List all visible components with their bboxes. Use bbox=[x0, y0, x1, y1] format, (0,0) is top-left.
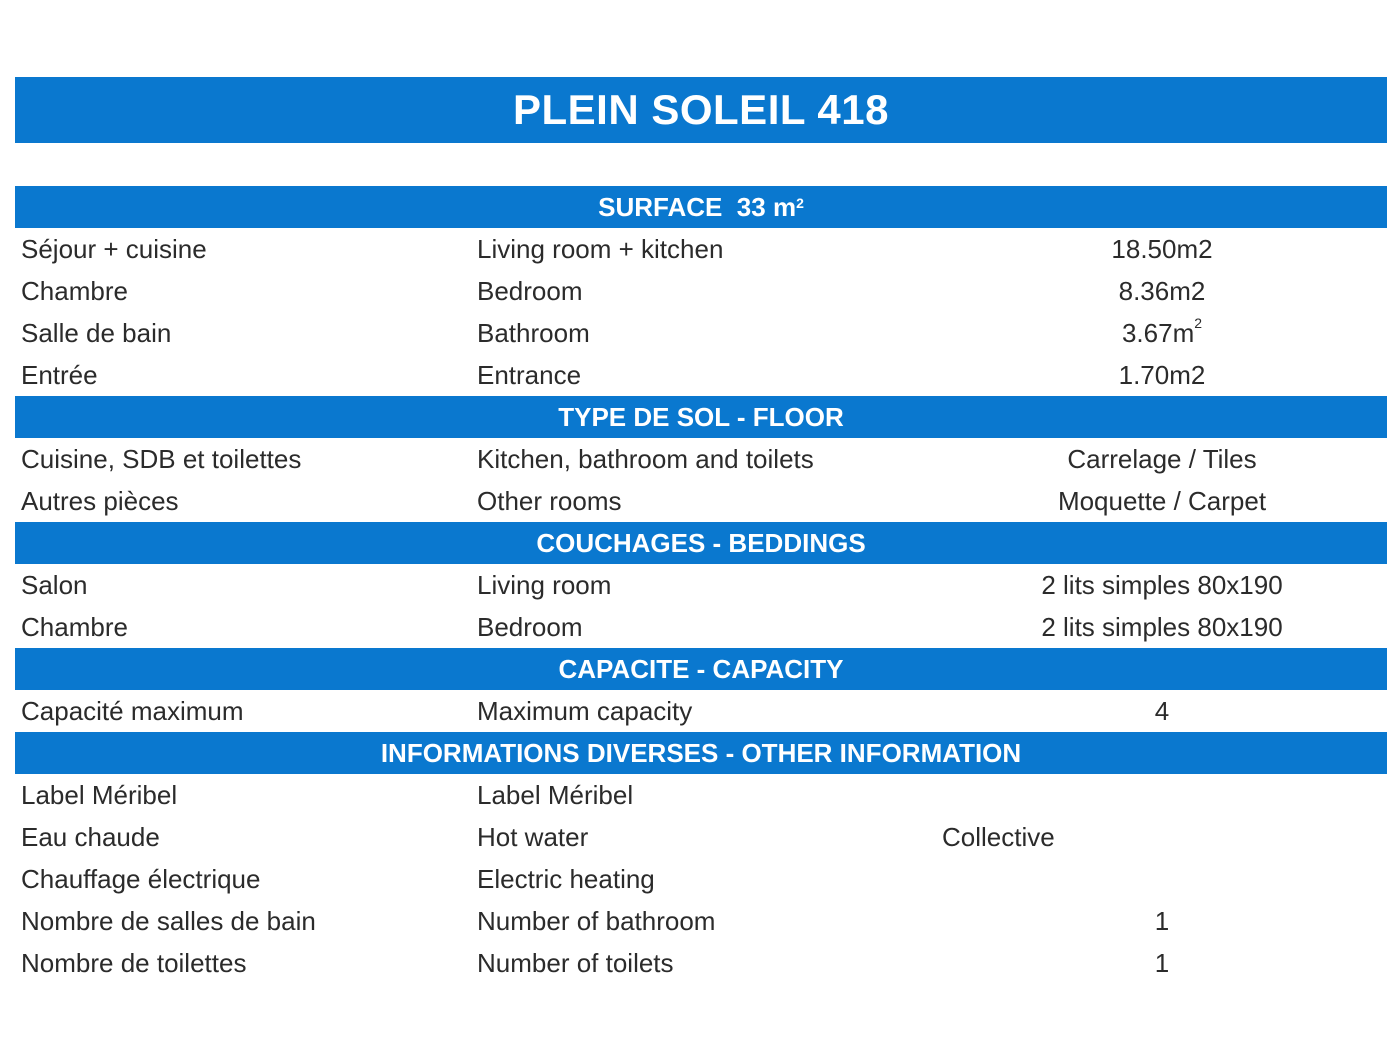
label-fr: Chambre bbox=[21, 275, 128, 306]
section-header-other-information: INFORMATIONS DIVERSES - OTHER INFORMATION bbox=[15, 732, 1387, 774]
table-row bbox=[15, 438, 1387, 480]
table-row bbox=[15, 774, 1387, 816]
value: 1 bbox=[1154, 905, 1170, 936]
label-en: Bathroom bbox=[477, 317, 590, 348]
value: 1.70m2 bbox=[1118, 359, 1206, 390]
label-en: Number of bathroom bbox=[477, 905, 716, 936]
label-fr: Cuisine, SDB et toilettes bbox=[21, 443, 302, 474]
section-header-capacity: CAPACITE - CAPACITY bbox=[15, 648, 1387, 690]
section-header-beddings: COUCHAGES - BEDDINGS bbox=[15, 522, 1387, 564]
value: Carrelage / Tiles bbox=[1067, 443, 1257, 474]
label-en: Hot water bbox=[477, 821, 589, 852]
label-fr: Séjour + cuisine bbox=[21, 233, 207, 264]
table-row bbox=[15, 312, 1387, 354]
label-fr: Autres pièces bbox=[21, 485, 179, 516]
label-fr: Nombre de toilettes bbox=[21, 947, 247, 978]
label-fr: Chambre bbox=[21, 611, 128, 642]
label-en: Label Méribel bbox=[477, 779, 634, 810]
label-en: Living room bbox=[477, 569, 612, 600]
label-fr: Label Méribel bbox=[21, 779, 178, 810]
label-fr: Salon bbox=[21, 569, 88, 600]
label-fr: Entrée bbox=[21, 359, 98, 390]
page-title: PLEIN SOLEIL 418 bbox=[15, 77, 1387, 143]
value: 8.36m2 bbox=[1118, 275, 1206, 306]
table-row bbox=[15, 270, 1387, 312]
table-row bbox=[15, 942, 1387, 984]
label-fr: Eau chaude bbox=[21, 821, 160, 852]
label-en: Bedroom bbox=[477, 275, 583, 306]
label-en: Entrance bbox=[477, 359, 582, 390]
table-row bbox=[15, 354, 1387, 396]
value: 18.50m2 bbox=[1111, 233, 1213, 264]
value: Collective bbox=[942, 821, 1055, 852]
label-en: Other rooms bbox=[477, 485, 622, 516]
section-header-floor: TYPE DE SOL - FLOOR bbox=[15, 396, 1387, 438]
table-row bbox=[15, 480, 1387, 522]
value: 2 lits simples 80x190 bbox=[1041, 611, 1283, 642]
label-fr: Chauffage électrique bbox=[21, 863, 261, 894]
table-row bbox=[15, 816, 1387, 858]
label-en: Electric heating bbox=[477, 863, 655, 894]
label-en: Living room + kitchen bbox=[477, 233, 724, 264]
label-fr: Capacité maximum bbox=[21, 695, 244, 726]
label-en: Kitchen, bathroom and toilets bbox=[477, 443, 814, 474]
value-text: 3.67m bbox=[1121, 317, 1195, 348]
value: Moquette / Carpet bbox=[1057, 485, 1267, 516]
value: 1 bbox=[1154, 947, 1170, 978]
table-row bbox=[15, 606, 1387, 648]
label-en: Number of toilets bbox=[477, 947, 674, 978]
value bbox=[937, 314, 1387, 349]
superscript: 2 bbox=[1194, 314, 1203, 331]
table-row bbox=[15, 900, 1387, 942]
label-en: Maximum capacity bbox=[477, 695, 693, 726]
section-header-surface: SURFACE 33 m $^2$ bbox=[15, 186, 1387, 228]
section-header-label: SURFACE 33 m bbox=[598, 191, 797, 222]
table-row bbox=[15, 690, 1387, 732]
property-info-sheet bbox=[15, 186, 1387, 984]
label-fr: Nombre de salles de bain bbox=[21, 905, 316, 936]
label-en: Bedroom bbox=[477, 611, 583, 642]
value: 2 lits simples 80x190 bbox=[1041, 569, 1283, 600]
label-fr: Salle de bain bbox=[21, 317, 172, 348]
table-row bbox=[15, 228, 1387, 270]
table-row bbox=[15, 564, 1387, 606]
value: 4 bbox=[1154, 695, 1170, 726]
table-row bbox=[15, 858, 1387, 900]
